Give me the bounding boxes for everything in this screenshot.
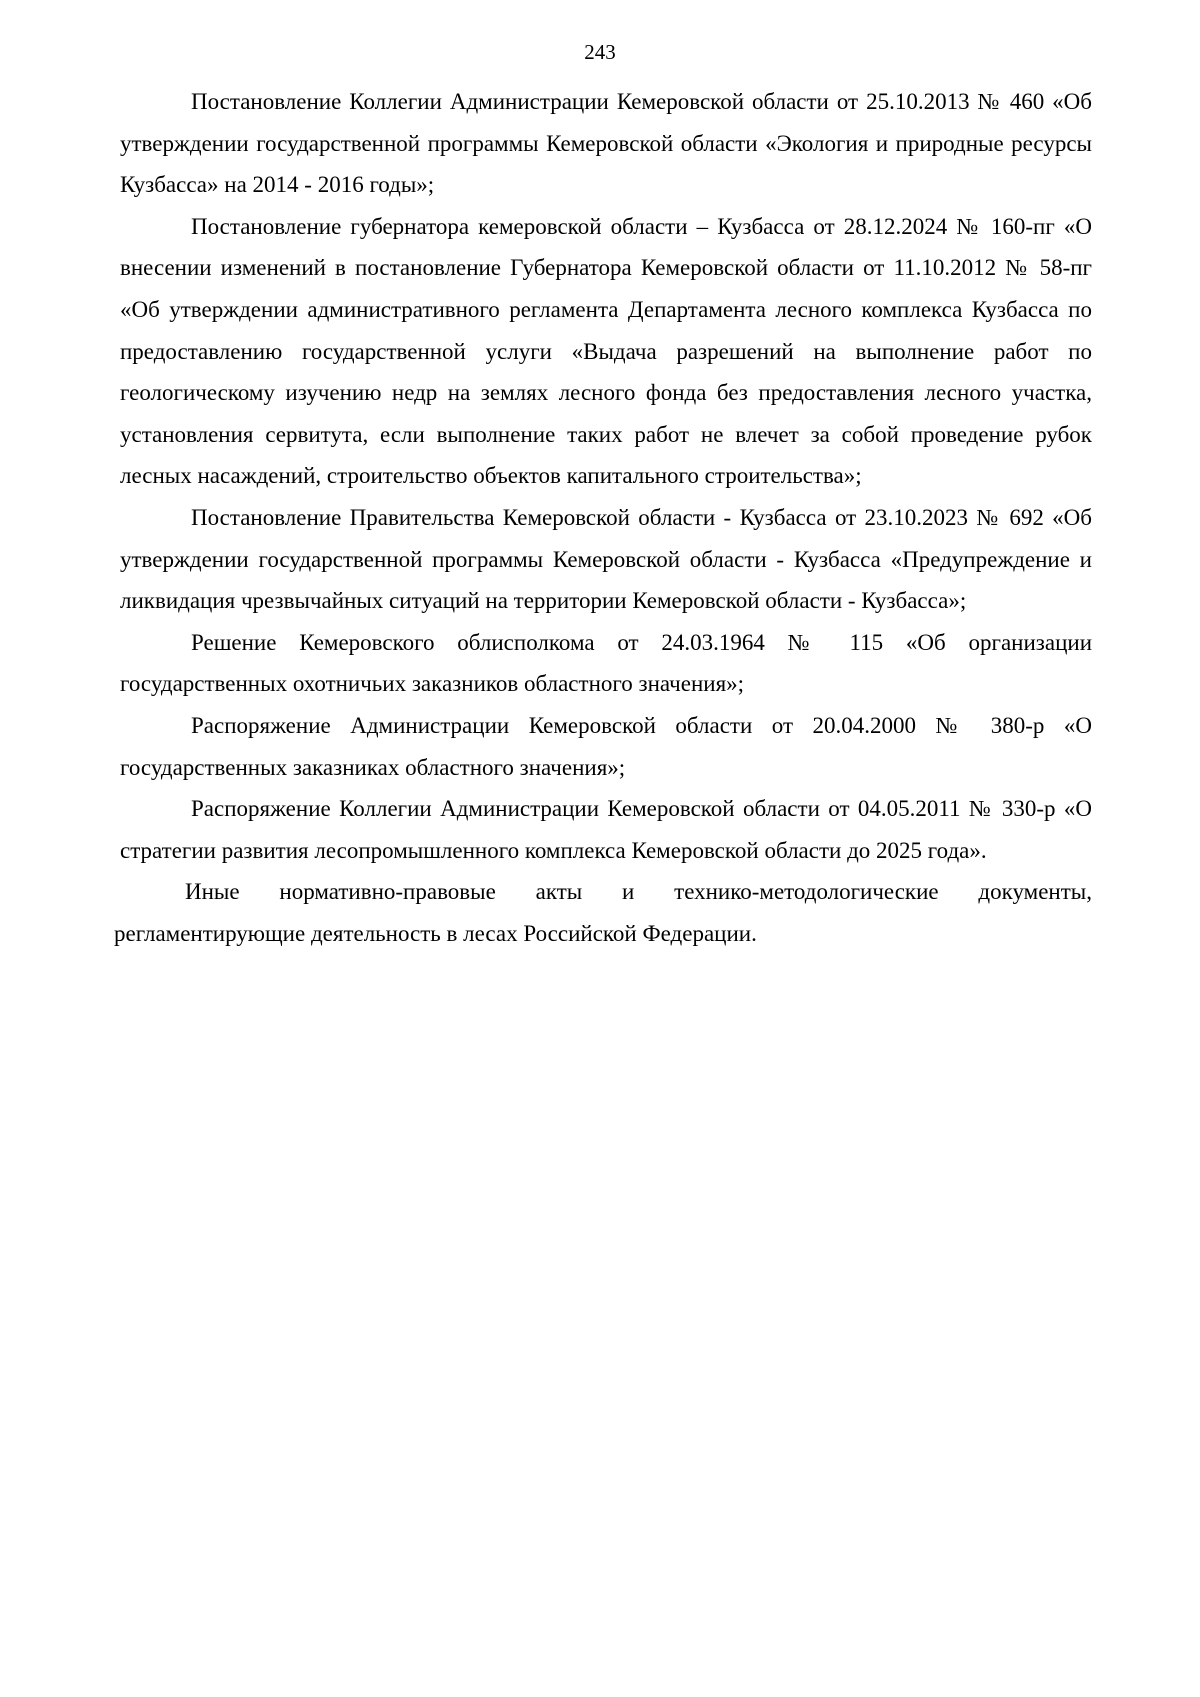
paragraph-decree-2013-460: Постановление Коллегии Администрации Кемеровской области от 25.10.2013 № 460 «Об утверждении государственной программы Кемеровской области «Экология и природные ресурсы Кузбасса» на 2014 - 2016 годы»; (120, 89, 1092, 198)
page-number: 243 (584, 40, 616, 64)
paragraph-decree-2024-160pg: Постановление губернатора кемеровской области – Кузбасса от 28.12.2024 № 160-пг «О внесении изменений в постановление Губернатора Кемеровской области от 11.10.2012 № 58-пг «Об утверждении административного регламента Департамента лесного комплекса Кузбасса по предоставлению государственной услуги «Выдача разрешений на выполнение работ по геологическому изучению недр на землях лесного фонда без предоставления лесного участка, установления сервитута, если выполнение таких работ не влечет за собой проведение рубок лесных насаждений, строительство объектов капитального строительства»; (120, 213, 1092, 489)
paragraph-other-acts: Иные нормативно-правовые акты и технико-методологические документы, регламентирующие деятельность в лесах Российской Федерации. (114, 879, 1092, 946)
paragraph-order-2011-330r: Распоряжение Коллегии Администрации Кемеровской области от 04.05.2011 № 330-р «О стратегии развития лесопромышленного комплекса Кемеровской области до 2025 года». (120, 796, 1092, 863)
paragraph-order-2000-380r: Распоряжение Администрации Кемеровской области от 20.04.2000 № 380-р «О государственных заказниках областного значения»; (120, 712, 1092, 780)
paragraph-decision-1964-115: Решение Кемеровского облисполкома от 24.03.1964 № 115 «Об организации государственных охотничьих заказников областного значения»; (120, 629, 1092, 697)
paragraph-decree-2023-692: Постановление Правительства Кемеровской области - Кузбасса от 23.10.2023 № 692 «Об утверждении государственной программы Кемеровской области - Кузбасса «Предупреждение и ликвидация чрезвычайных ситуаций на территории Кемеровской области - Кузбасса»; (120, 504, 1092, 614)
document-body (114, 81, 1092, 954)
